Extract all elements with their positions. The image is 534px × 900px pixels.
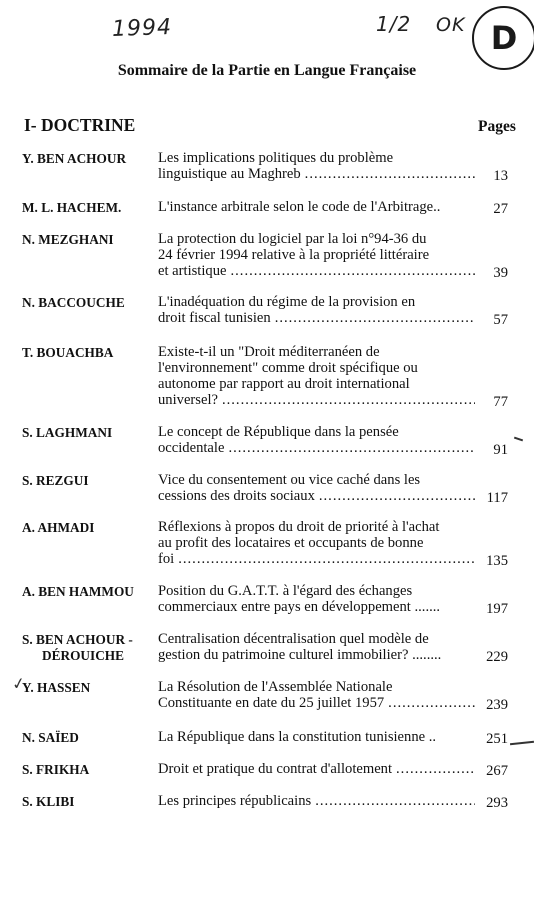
article-title-last-line: [158, 199, 475, 215]
article-title: [158, 424, 475, 456]
author-name: [22, 730, 152, 746]
author-name: [22, 473, 152, 489]
article-title: [158, 729, 475, 745]
author-name: [22, 232, 152, 248]
page-number: 39: [493, 265, 508, 281]
article-title-last-line: [158, 551, 475, 567]
article-title: [158, 519, 475, 567]
author-name-line: DÉROUICHE: [42, 648, 125, 663]
dot-leader: [222, 392, 475, 408]
dot-leader: [315, 793, 475, 809]
page-number: 251: [486, 731, 508, 747]
article-title-text: foi: [158, 551, 175, 567]
article-title-last-line: [158, 166, 475, 182]
dot-leader: [231, 263, 476, 279]
article-title-last-line: [158, 599, 475, 615]
article-title-line: La protection du logiciel par la loi n°94-36 du: [158, 231, 427, 247]
article-title-line: L'inadéquation du régime de la provision en: [158, 294, 416, 310]
author-name-line: N. MEZGHANI: [22, 232, 114, 247]
author-name: [22, 794, 152, 810]
article-title-text: Les principes républicains: [158, 793, 312, 809]
author-name: [22, 632, 152, 664]
article-title: [158, 472, 475, 504]
author-name-line: S. REZGUI: [22, 473, 89, 488]
article-title: [158, 199, 475, 215]
article-title-line: Le concept de République dans la pensée: [158, 424, 399, 440]
article-title-text: Constituante en date du 25 juillet 1957: [158, 695, 385, 711]
author-name: [22, 200, 152, 216]
handwritten-ok: OK: [436, 14, 466, 36]
article-title-text: linguistique au Maghreb: [158, 166, 301, 182]
article-title-line: autonome par rapport au droit international: [158, 376, 410, 392]
check-mark-icon: ✓: [10, 672, 27, 695]
section-title: I- DOCTRINE: [24, 115, 136, 135]
handwritten-year: 1994: [111, 14, 173, 43]
article-title-line: au profit des locataires et occupants de bonne: [158, 535, 424, 551]
article-title: [158, 793, 475, 809]
circled-letter-stamp: D: [472, 6, 534, 70]
author-name-line: S. LAGHMANI: [22, 425, 113, 440]
author-name: [22, 345, 152, 361]
article-title: [158, 344, 475, 408]
page-number: 57: [493, 312, 508, 328]
article-title-line: Les implications politiques du problème: [158, 150, 394, 166]
article-title-line: Réflexions à propos du droit de priorité à l'achat: [158, 519, 440, 535]
author-name: [22, 762, 152, 778]
author-name: [22, 425, 152, 441]
author-name-line: N. SAÏED: [22, 730, 79, 745]
page-number: 13: [493, 168, 508, 184]
author-name: [22, 584, 152, 600]
handwritten-fraction: 1/2: [376, 12, 412, 36]
article-title-text: et artistique: [158, 263, 227, 279]
author-name-line: S. FRIKHA: [22, 762, 90, 777]
page-number: 229: [486, 649, 508, 665]
article-title-line: Position du G.A.T.T. à l'égard des échanges: [158, 583, 413, 599]
article-title: [158, 631, 475, 663]
dot-leader: [396, 761, 475, 777]
article-title-last-line: [158, 695, 475, 711]
page-number: 293: [486, 795, 508, 811]
article-title-last-line: [158, 263, 475, 279]
article-title-line: Existe-t-il un "Droit méditerranéen de: [158, 344, 380, 360]
article-title-text: commerciaux entre pays en développement .......: [158, 599, 441, 615]
article-title: [158, 294, 475, 326]
author-name-line: Y. BEN ACHOUR: [22, 151, 127, 166]
author-name-line: N. BACCOUCHE: [22, 295, 125, 310]
document-title: Sommaire de la Partie en Langue Française: [117, 62, 417, 79]
author-name: [22, 151, 152, 167]
article-title: [158, 150, 475, 182]
author-name-line: A. AHMADI: [22, 520, 95, 535]
article-title-line: 24 février 1994 relative à la propriété littéraire: [158, 247, 430, 263]
article-title-line: Centralisation décentralisation quel modèle de: [158, 631, 429, 647]
page-number: 77: [493, 394, 508, 410]
dot-leader: [275, 310, 475, 326]
article-title-text: cessions des droits sociaux: [158, 488, 315, 504]
article-title: [158, 583, 475, 615]
author-name-line: S. KLIBI: [22, 794, 75, 809]
article-title-line: l'environnement" comme droit spécifique ou: [158, 360, 418, 376]
page-number: 197: [486, 601, 508, 617]
article-title-text: droit fiscal tunisien: [158, 310, 271, 326]
article-title-line: Vice du consentement ou vice caché dans les: [158, 472, 421, 488]
article-title-text: occidentale: [158, 440, 225, 456]
article-title-last-line: [158, 392, 475, 408]
author-name-line: S. BEN ACHOUR -: [22, 632, 133, 647]
pages-column-header: Pages: [478, 118, 516, 135]
dot-leader: [178, 551, 475, 567]
article-title-text: La République dans la constitution tunisienne ..: [158, 729, 437, 745]
article-title-last-line: [158, 310, 475, 326]
article-title-last-line: [158, 729, 475, 745]
dot-leader: [388, 695, 475, 711]
page-number: 135: [486, 553, 508, 569]
page-number: 91: [493, 442, 508, 458]
article-title-last-line: [158, 793, 475, 809]
article-title-text: gestion du patrimoine culturel immobilier? ........: [158, 647, 442, 663]
author-name-line: T. BOUACHBA: [22, 345, 114, 360]
article-title-line: La Résolution de l'Assemblée Nationale: [158, 679, 393, 695]
article-title-last-line: [158, 440, 475, 456]
article-title-text: Droit et pratique du contrat d'allotement: [158, 761, 393, 777]
page-number: 117: [486, 490, 508, 506]
article-title-last-line: [158, 647, 475, 663]
page-number: 239: [486, 697, 508, 713]
article-title-text: L'instance arbitrale selon le code de l'Arbitrage..: [158, 199, 441, 215]
dot-leader: [228, 440, 475, 456]
page-number: 27: [493, 201, 508, 217]
author-name-line: M. L. HACHEM.: [22, 200, 122, 215]
article-title: [158, 679, 475, 711]
article-title-last-line: [158, 761, 475, 777]
author-name: [22, 680, 152, 696]
article-title: [158, 231, 475, 279]
author-name: [22, 295, 152, 311]
dot-leader: [305, 166, 475, 182]
article-title-last-line: [158, 488, 475, 504]
author-name: [22, 520, 152, 536]
author-name-line: Y. HASSEN: [22, 680, 91, 695]
article-title-text: universel?: [158, 392, 218, 408]
page-number: 267: [486, 763, 508, 779]
author-name-line: A. BEN HAMMOU: [22, 584, 134, 599]
article-title: [158, 761, 475, 777]
dot-leader: [319, 488, 475, 504]
